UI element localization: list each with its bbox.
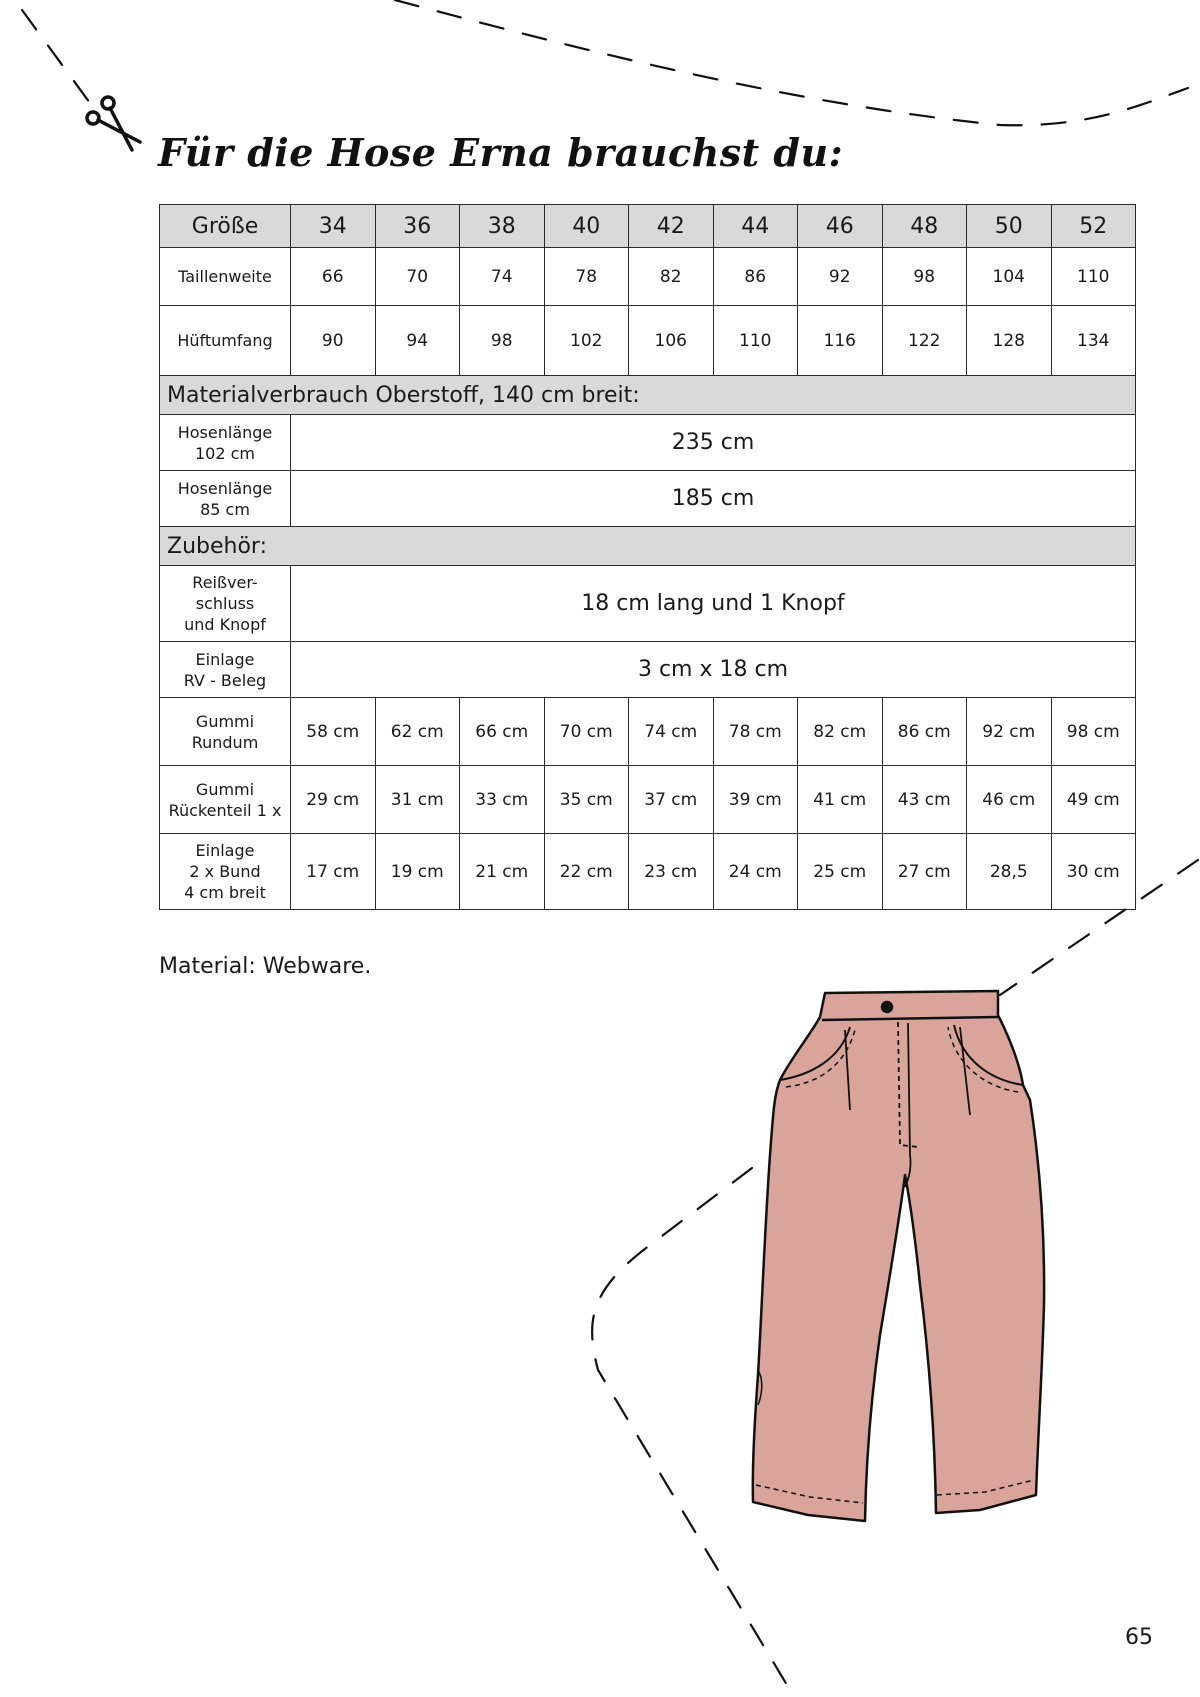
row-label-line: 102 cm [194,443,255,463]
size-header-cell: 34 [291,205,376,248]
table-cell: 104 [967,248,1052,306]
table-cell: 37 cm [629,766,714,834]
table-cell-wide: 185 cm [291,471,1136,527]
table-cell: 90 [291,306,376,376]
row-label-line: Rückenteil 1 x [168,800,282,820]
table-cell: 92 [798,248,883,306]
table-cell: 86 cm [882,698,967,766]
table-row-hip [160,306,1136,376]
row-label [160,415,291,471]
table-row-elastic-round [160,698,1136,766]
table-cell: 74 [460,248,545,306]
table-cell: 21 cm [460,834,545,910]
page-title: Für die Hose Erna brauchst du: [158,130,844,175]
row-label: Hüftumfang [160,306,291,376]
table-cell: 24 cm [713,834,798,910]
table-cell: 98 [882,248,967,306]
table-cell: 30 cm [1051,834,1136,910]
button-mark [882,1002,892,1012]
table-cell: 23 cm [629,834,714,910]
size-header-label: Größe [160,205,291,248]
row-label [160,698,291,766]
table-row-waistband-interfacing [160,834,1136,910]
table-cell: 49 cm [1051,766,1136,834]
table-row-waist [160,248,1136,306]
size-header-row [160,205,1136,248]
table-cell: 116 [798,306,883,376]
section-heading: Zubehör: [160,527,1136,566]
size-header-cell: 48 [882,205,967,248]
row-label-line: Gummi [195,711,255,731]
table-cell: 110 [1051,248,1136,306]
table-cell: 25 cm [798,834,883,910]
section-accessories [160,527,1136,566]
table-cell: 46 cm [967,766,1052,834]
table-cell: 78 cm [713,698,798,766]
table-cell: 29 cm [291,766,376,834]
table-cell: 98 cm [1051,698,1136,766]
table-cell: 62 cm [375,698,460,766]
section-heading: Materialverbrauch Oberstoff, 140 cm breit: [160,376,1136,415]
size-header-cell: 42 [629,205,714,248]
table-cell: 39 cm [713,766,798,834]
table-cell: 27 cm [882,834,967,910]
row-label-line: 2 x Bund [189,862,261,881]
size-header-cell: 36 [375,205,460,248]
row-label-line: Hosenlänge [177,422,273,442]
table-cell: 17 cm [291,834,376,910]
table-cell: 33 cm [460,766,545,834]
table-cell-wide: 235 cm [291,415,1136,471]
table-cell: 35 cm [544,766,629,834]
trousers-illustration [740,975,1080,1545]
table-cell: 41 cm [798,766,883,834]
row-label [160,471,291,527]
table-cell: 78 [544,248,629,306]
page-number: 65 [1125,1625,1153,1650]
table-row-length-102 [160,415,1136,471]
table-cell: 28,5 [967,834,1052,910]
row-label-line: Hosenlänge [177,478,273,498]
size-header-cell: 40 [544,205,629,248]
row-label-line: schluss [195,594,255,613]
table-cell: 86 [713,248,798,306]
row-label-line: Reißver- [192,573,258,592]
table-row-elastic-back [160,766,1136,834]
size-header-cell: 38 [460,205,545,248]
table-cell: 82 [629,248,714,306]
table-cell: 92 cm [967,698,1052,766]
table-cell: 70 [375,248,460,306]
size-header-cell: 44 [713,205,798,248]
material-note: Material: Webware. [159,954,372,979]
row-label [160,834,291,910]
table-cell: 22 cm [544,834,629,910]
row-label-line: Gummi [195,779,255,799]
size-header-cell: 46 [798,205,883,248]
row-label-line: Einlage [195,841,255,860]
table-cell: 43 cm [882,766,967,834]
size-header-cell: 50 [967,205,1052,248]
table-cell-wide: 3 cm x 18 cm [291,642,1136,698]
row-label-line: 85 cm [200,499,250,519]
row-label [160,566,291,642]
size-table [159,204,1136,910]
table-cell: 19 cm [375,834,460,910]
row-label-line: Rundum [191,732,259,752]
row-label-line: RV - Beleg [183,670,267,690]
row-label-line: und Knopf [184,615,266,634]
table-cell: 102 [544,306,629,376]
table-cell: 58 cm [291,698,376,766]
row-label: Taillenweite [160,248,291,306]
table-cell: 70 cm [544,698,629,766]
row-label [160,642,291,698]
table-cell: 122 [882,306,967,376]
table-cell: 94 [375,306,460,376]
size-header-cell: 52 [1051,205,1136,248]
table-row-zipper [160,566,1136,642]
table-cell: 74 cm [629,698,714,766]
table-cell: 98 [460,306,545,376]
table-row-length-85 [160,471,1136,527]
row-label [160,766,291,834]
row-label-line: Einlage [195,649,255,669]
table-cell: 66 cm [460,698,545,766]
row-label-line: 4 cm breit [184,883,266,902]
table-cell-wide: 18 cm lang und 1 Knopf [291,566,1136,642]
section-material [160,376,1136,415]
table-cell: 134 [1051,306,1136,376]
table-cell: 31 cm [375,766,460,834]
table-row-interfacing [160,642,1136,698]
table-cell: 66 [291,248,376,306]
table-cell: 82 cm [798,698,883,766]
table-cell: 106 [629,306,714,376]
scissors-icon [82,92,144,154]
table-cell: 110 [713,306,798,376]
table-cell: 128 [967,306,1052,376]
